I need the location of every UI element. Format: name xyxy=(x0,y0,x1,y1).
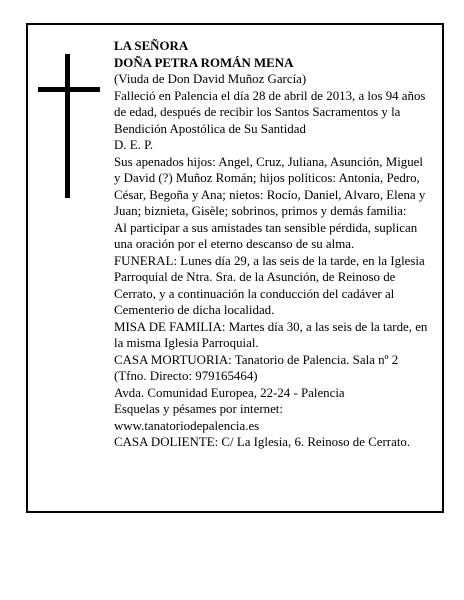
condolences-website: www.tanatoriodepalencia.es xyxy=(114,418,260,433)
deceased-name: DOÑA PETRA ROMÁN MENA xyxy=(114,55,294,70)
widow-of: (Viuda de Don David Muñoz García) xyxy=(114,72,307,86)
death-announcement: Falleció en Palencia el día 28 de abril de 2013, a los 94 años de edad, después de recibir los Santos Sacramentos y la Bendición Apostólica de Su Santidad xyxy=(114,88,426,136)
funeral-home-address: Avda. Comunidad Europea, 22-24 - Palencia xyxy=(114,385,345,400)
funeral-info: FUNERAL: Lunes día 29, a las seis de la tarde, en la Iglesia Parroquial de Ntra. Sra. de la Asunción, de Reinoso de Cerrato, y a continuación la conducción del cadáver al Cementerio de dicha localidad. xyxy=(114,253,425,317)
cross-horizontal-bar xyxy=(38,87,100,92)
family-mass-info: MISA DE FAMILIA: Martes día 30, a las seis de la tarde, en la misma Iglesia Parroquial. xyxy=(114,319,428,350)
heading-title: LA SEÑORA xyxy=(114,39,189,53)
rest-in-peace: D. E. P. xyxy=(114,138,154,152)
cross-vertical-bar xyxy=(65,54,70,198)
prayer-request: Al participar a sus amistades tan sensible pérdida, suplican una oración por el eterno descanso de su alma. xyxy=(114,220,418,251)
cross-icon xyxy=(38,54,100,198)
obituary-text xyxy=(114,38,432,451)
family-list: Sus apenados hijos: Angel, Cruz, Juliana, Asunción, Miguel y David (?) Muñoz Román; hijos políticos: Antonia, Pedro, César, Begoña y Ana; nietos: Rocío, Daniel, Alvaro, Elena y Juan; biznieta, Gisèle; sobrinos, primos y demás familia: xyxy=(114,154,426,218)
funeral-home-info: CASA MORTUORIA: Tanatorio de Palencia. Sala nº 2 (Tfno. Directo: 979165464) xyxy=(114,352,399,383)
condolences-label: Esquelas y pésames por internet: xyxy=(114,402,283,416)
mourning-house-info: CASA DOLIENTE: C/ La Iglesia, 6. Reinoso de Cerrato. xyxy=(114,435,411,449)
